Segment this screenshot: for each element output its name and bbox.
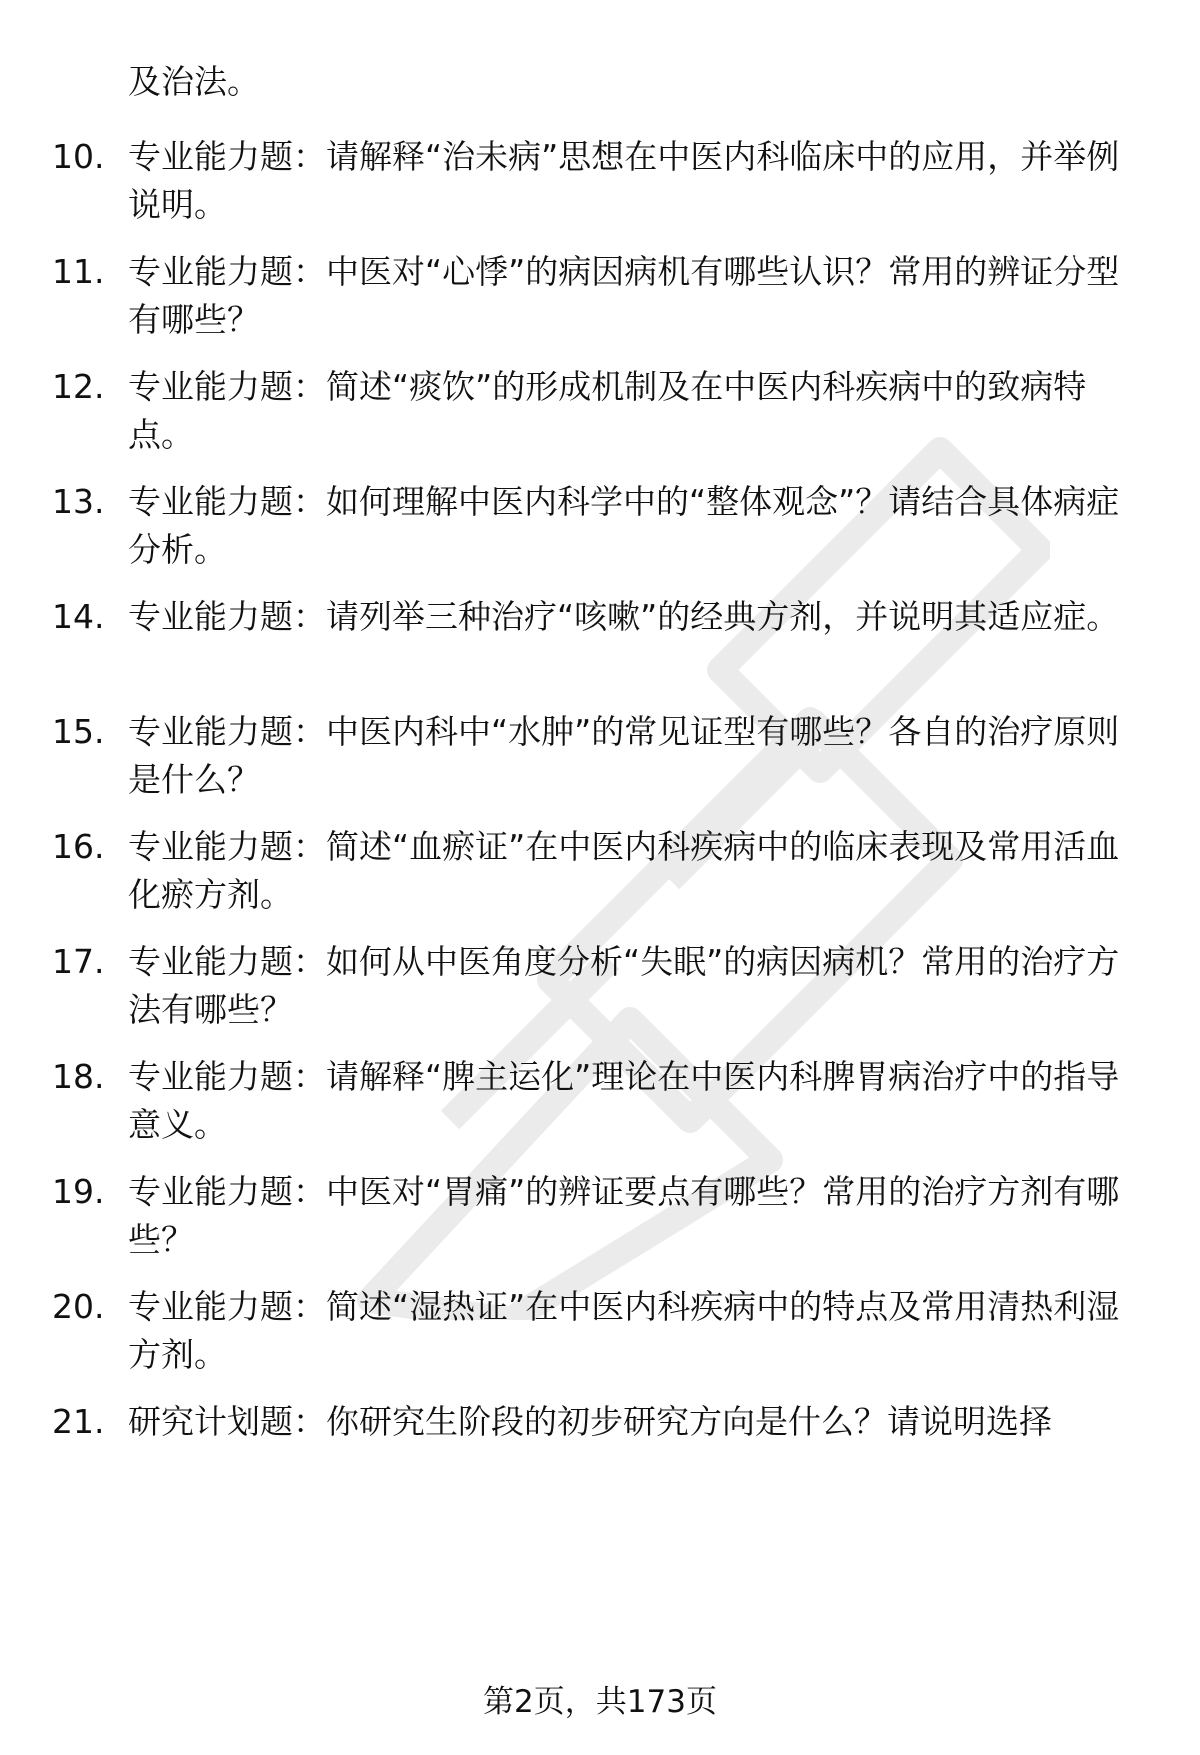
question-item-10 <box>52 133 1132 229</box>
question-item-14 <box>52 593 1132 641</box>
question-number: 17. <box>52 942 105 981</box>
continuation-text: 及治法。 <box>128 62 260 101</box>
question-number: 18. <box>52 1057 105 1096</box>
question-number: 10. <box>52 137 105 176</box>
question-text: 专业能力题：简述“血瘀证”在中医内科疾病中的临床表现及常用活血化瘀方剂。 <box>128 827 1120 914</box>
question-item-17 <box>52 938 1132 1034</box>
question-number: 15. <box>52 712 105 751</box>
question-item-12 <box>52 363 1132 459</box>
question-text: 专业能力题：简述“湿热证”在中医内科疾病中的特点及常用清热利湿方剂。 <box>128 1287 1120 1374</box>
page-footer: 第2页，共173页 <box>483 1684 717 1720</box>
question-text: 专业能力题：请列举三种治疗“咳嗽”的经典方剂，并说明其适应症。 <box>128 597 1120 636</box>
question-text: 专业能力题：请解释“脾主运化”理论在中医内科脾胃病治疗中的指导意义。 <box>128 1057 1120 1144</box>
question-number: 12. <box>52 367 105 406</box>
question-number: 13. <box>52 482 105 521</box>
question-number: 11. <box>52 252 105 291</box>
question-text: 专业能力题：简述“痰饮”的形成机制及在中医内科疾病中的致病特点。 <box>128 367 1087 454</box>
question-text: 研究计划题：你研究生阶段的初步研究方向是什么？请说明选择 <box>128 1402 1052 1441</box>
question-text: 专业能力题：中医对“胃痛”的辨证要点有哪些？常用的治疗方剂有哪些？ <box>128 1172 1120 1259</box>
question-item-18 <box>52 1053 1132 1149</box>
question-item-13 <box>52 478 1132 574</box>
question-item-15 <box>52 708 1132 804</box>
question-text: 专业能力题：如何理解中医内科学中的“整体观念”？请结合具体病症分析。 <box>128 482 1120 569</box>
question-number: 20. <box>52 1287 105 1326</box>
question-text: 专业能力题：中医内科中“水肿”的常见证型有哪些？各自的治疗原则是什么？ <box>128 712 1120 799</box>
question-text: 专业能力题：请解释“治未病”思想在中医内科临床中的应用，并举例说明。 <box>128 137 1120 224</box>
question-item-19 <box>52 1168 1132 1264</box>
question-item-16 <box>52 823 1132 919</box>
question-number: 16. <box>52 827 105 866</box>
question-item-21 <box>52 1398 1132 1446</box>
question-text: 专业能力题：如何从中医角度分析“失眠”的病因病机？常用的治疗方法有哪些？ <box>128 942 1120 1029</box>
question-number: 14. <box>52 597 105 636</box>
question-text: 专业能力题：中医对“心悸”的病因病机有哪些认识？常用的辨证分型有哪些？ <box>128 252 1120 339</box>
question-number: 21. <box>52 1402 105 1441</box>
question-item-11 <box>52 248 1132 344</box>
question-number: 19. <box>52 1172 105 1211</box>
question-item-20 <box>52 1283 1132 1379</box>
